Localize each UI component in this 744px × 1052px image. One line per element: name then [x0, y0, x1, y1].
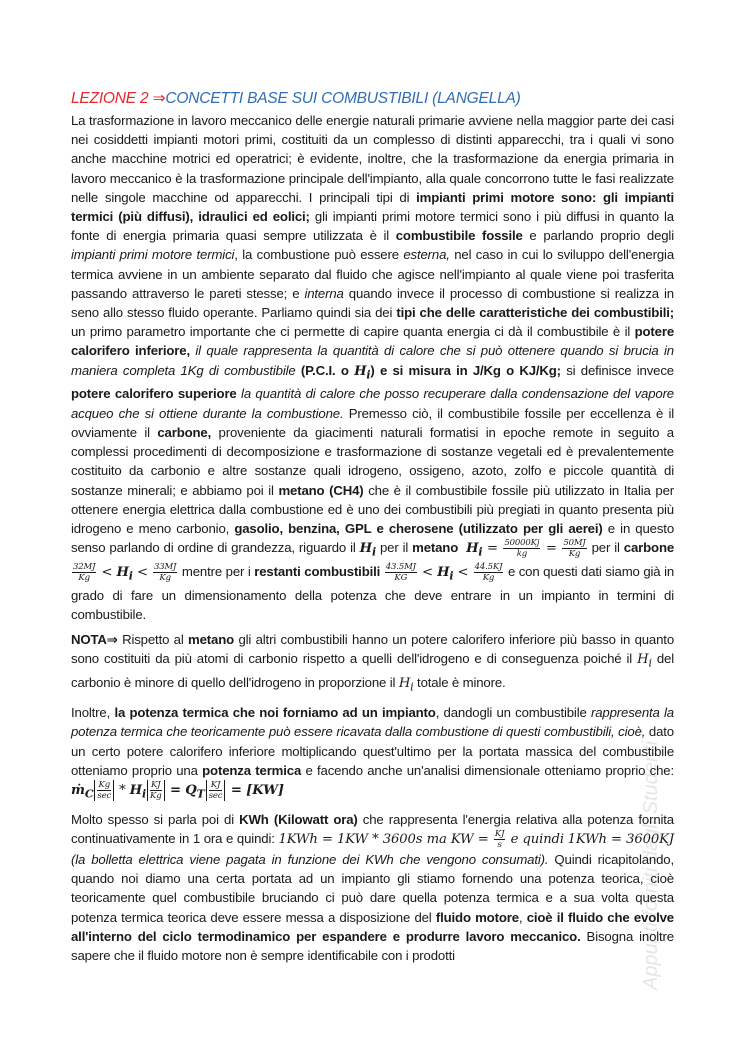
paragraph-potenza-termica: Inoltre, la potenza termica che noi forniamo ad un impianto, dandogli un combustibile rappresenta la potenza termica che teoricamente può essere ricavata dalla combustione di questi combustibili, cioè, dato un certo potere calorifero inferiore moltiplicando quest'ultimo per la portata massica del combustibile otteniamo proprio una potenza termica e facendo anche un'analisi dimensionale otteniamo proprio che: ṁ$_C$ $\frac{Kg}{\sec}$ * $H_i$ $\frac{KJ}{Kg}$ = $Q_T$ $\frac{KJ}{\sec}$ = [KW] — [71, 705, 674, 801]
paragraph-kwh: Molto spesso si parla poi di KWh (Kilowatt ora) che rappresenta l'energia relativa alla potenza fornita continuativamente in 1 ora e quindi: 1KWh = 1KW * 3600s ma KW = $\frac{KJ}{s}$ e quindi 1KWh = 3600KJ (la bolletta elettrica viene pagata in funzione dei KWh che vengono consumati). Quindi ricapitolando, quando noi diamo una certa portata ad un impianto gli stiamo fornendo una potenza teorica, cioè teoricamente quel combustibile bruciando ci può dare quella potenza termica e a sua volta questa potenza termica teorica deve essere messa a disposizione del fluido motore, cioè il fluido che evolve all'interno del ciclo termodinamico per espandere e produrre lavoro meccanico. Bisogna inoltre sapere che il fluido motore non è sempre identificabile con i prodotti — [71, 811, 674, 963]
arrow-icon: ⇒ — [152, 90, 166, 107]
equation-carbone: $\frac{32MJ}{Kg}$ — [73, 561, 96, 583]
paragraph-nota: NOTA⇒ Rispetto al metano gli altri combustibili hanno un potere calorifero inferiore più basso in quanto sono costituiti da più atomi di carbonio rispetto a quelli dell'idrogeno e di conseguenza poiché il $H_i$ del carbonio è minore di quello dell'idrogeno in proporzione il $H_i$ totale è minore. — [71, 632, 675, 694]
document-page — [71, 88, 674, 965]
equation-potenza: ṁ$_C$ $\frac{Kg}{\sec}$ * $H_i$ $\frac{KJ}{Kg}$ = $Q_T$ $\frac{KJ}{\sec}$ = [KW] — [71, 779, 284, 801]
equation-restanti: $\frac{43.5MJ}{KG}$ — [385, 561, 416, 583]
lesson-label: LEZIONE 2 — [71, 90, 149, 107]
equation-metano: $H_i$ — [466, 541, 483, 559]
watermark: Appunti forniti dagli Studenti — [640, 740, 662, 990]
topic-label: CONCETTI BASE SUI COMBUSTIBILI (LANGELLA) — [165, 90, 521, 107]
page-title — [71, 88, 674, 110]
paragraph-intro: La trasformazione in lavoro meccanico delle energie naturali primarie avviene nella maggior parte dei casi nei cosiddetti impianti motori primi, costituiti da un complesso di distinti apparecchi, tra i quali vi sono anche macchine motrici ed operatrici; è evidente, inoltre, che la trasformazione da energia primaria in lavoro meccanico è la trasformazione principale dell'impianto, alla quale concorrono tutte le fasi realizzate nelle singole macchine od apparecchi. I principali tipi di impianti primi motore sono: gli impianti termici (più diffusi), idraulici ed eolici; gli impianti primi motore termici sono i più diffusi in quanto la fonte di energia primaria quasi sempre utilizzata è il combustibile fossile e parlando proprio degli impianti primi motore termici, la combustione può essere esterna, nel caso in cui lo sviluppo dell'energia termica avviene in un ambiente separato dal fluido che agisce nell'impianto al quale viene poi trasferita passando attraverso le pareti stesse; e interna quando invece il processo di combustione si realizza in seno allo stesso fluido operante. Parliamo quindi sia dei tipi che delle caratteristiche dei combustibili; un primo parametro importante che ci permette di capire quanta energia ci dà il combustibile è il potere calorifero inferiore, il quale rappresenta la quantità di calore che si può ottenere quando si brucia in maniera completa 1Kg di combustibile (P.C.I. o $H_i$) e si misura in J/Kg o KJ/Kg; si definisce invece potere calorifero superiore la quantità di calore che posso recuperare dalla condensazione del vapore acqueo che si ottiene durante la combustione. Premesso ciò, il combustibile fossile per eccellenza è il ovviamente il carbone, proveniente da giacimenti naturali formatisi in epoche remote in seguito a complessi procedimenti di decomposizione e trasformazione di sostanze vegetali ed è prevalentemente costituito da carbonio e altre sostanze quali idrogeno, ossigeno, azoto, zolfo e piccole quantità di sostanze minerali; e abbiamo poi il metano (CH4) che è il combustibile fossile più utilizzato in Italia per ottenere energia elettrica dalla combustione ed è uno dei combustibili più pregiati in quanto presenta più idrogeno e meno carbonio, gasolio, benzina, GPL e cherosene (utilizzato per gli aerei) e in questo senso parlando di ordine di grandezza, riguardo il $H_i$ per il metano $H_i$ = $\frac{50000Kj}{kg}$ = $\frac{50MJ}{Kg}$ per il carbone $\frac{32MJ}{Kg}$ < $H_i$ < $\frac{33MJ}{Kg}$ mentre per i restanti combustibili $\frac{43.5MJ}{KG}$ < $H_i$ < $\frac{44.5KJ}{Kg}$ e con questi dati siamo già in grado di fare un dimensionamento della potenza che deve entrare in un impianto in termini di combustibile. — [71, 113, 675, 622]
